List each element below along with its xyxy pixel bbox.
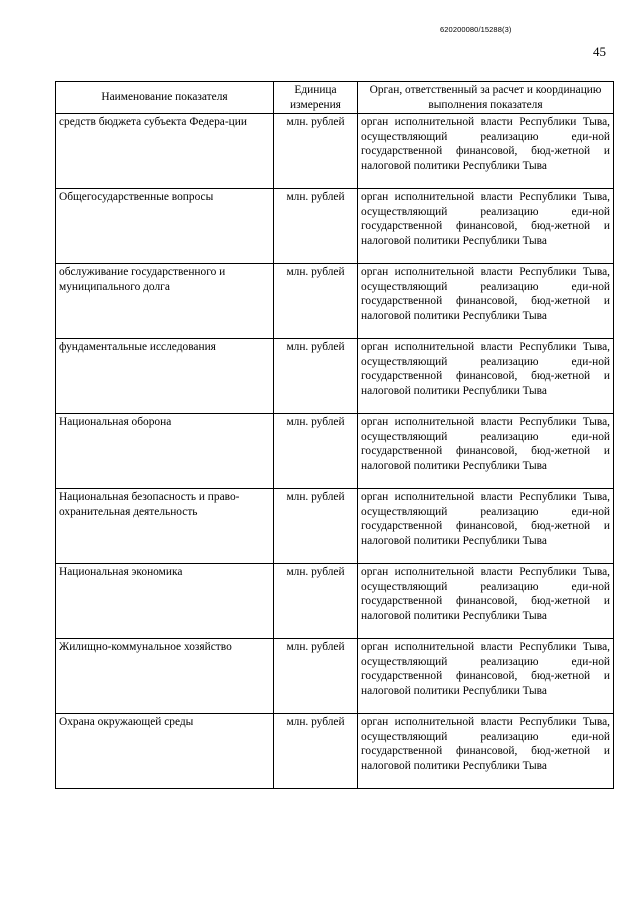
responsible-body-cell: орган исполнительной власти Республики Тыва, осуществляющий реализацию еди-ной государственной финансовой, бюд-жетной и налоговой политики Республики Тыва: [358, 714, 614, 789]
responsible-body-cell: орган исполнительной власти Республики Тыва, осуществляющий реализацию еди-ной государственной финансовой, бюд-жетной и налоговой политики Республики Тыва: [358, 414, 614, 489]
unit-cell: млн. рублей: [274, 564, 358, 639]
table-row: [56, 414, 614, 489]
table-row: [56, 639, 614, 714]
table-row: [56, 564, 614, 639]
unit-cell: млн. рублей: [274, 714, 358, 789]
unit-cell: млн. рублей: [274, 339, 358, 414]
unit-cell: млн. рублей: [274, 189, 358, 264]
unit-cell: млн. рублей: [274, 639, 358, 714]
indicator-name-cell: Жилищно-коммунальное хозяйство: [56, 639, 274, 714]
indicator-name-cell: Национальная экономика: [56, 564, 274, 639]
table-row: [56, 714, 614, 789]
unit-cell: млн. рублей: [274, 414, 358, 489]
table-row: [56, 264, 614, 339]
indicator-name-cell: Национальная оборона: [56, 414, 274, 489]
table-row: [56, 114, 614, 189]
unit-cell: млн. рублей: [274, 489, 358, 564]
unit-cell: млн. рублей: [274, 114, 358, 189]
responsible-body-cell: орган исполнительной власти Республики Тыва, осуществляющий реализацию еди-ной государственной финансовой, бюд-жетной и налоговой политики Республики Тыва: [358, 639, 614, 714]
column-header-responsible-body: Орган, ответственный за расчет и координацию выполнения показателя: [358, 82, 614, 114]
responsible-body-cell: орган исполнительной власти Республики Тыва, осуществляющий реализацию еди-ной государственной финансовой, бюд-жетной и налоговой политики Республики Тыва: [358, 489, 614, 564]
unit-cell: млн. рублей: [274, 264, 358, 339]
responsible-body-cell: орган исполнительной власти Республики Тыва, осуществляющий реализацию еди-ной государственной финансовой, бюд-жетной и налоговой политики Республики Тыва: [358, 564, 614, 639]
indicators-table: [55, 81, 614, 789]
indicator-name-cell: средств бюджета субъекта Федера-ции: [56, 114, 274, 189]
column-header-unit: Единица измерения: [274, 82, 358, 114]
document-code: 620200080/15288(3): [440, 25, 512, 34]
indicator-name-cell: Охрана окружающей среды: [56, 714, 274, 789]
table-row: [56, 189, 614, 264]
indicator-name-cell: фундаментальные исследования: [56, 339, 274, 414]
indicator-name-cell: Национальная безопасность и право-охранительная деятельность: [56, 489, 274, 564]
indicator-name-cell: обслуживание государственного и муниципального долга: [56, 264, 274, 339]
table-row: [56, 489, 614, 564]
responsible-body-cell: орган исполнительной власти Республики Тыва, осуществляющий реализацию еди-ной государственной финансовой, бюд-жетной и налоговой политики Республики Тыва: [358, 264, 614, 339]
responsible-body-cell: орган исполнительной власти Республики Тыва, осуществляющий реализацию еди-ной государственной финансовой, бюд-жетной и налоговой политики Республики Тыва: [358, 339, 614, 414]
table-row: [56, 339, 614, 414]
indicator-name-cell: Общегосударственные вопросы: [56, 189, 274, 264]
responsible-body-cell: орган исполнительной власти Республики Тыва, осуществляющий реализацию еди-ной государственной финансовой, бюд-жетной и налоговой политики Республики Тыва: [358, 114, 614, 189]
column-header-indicator-name: Наименование показателя: [56, 82, 274, 114]
responsible-body-cell: орган исполнительной власти Республики Тыва, осуществляющий реализацию еди-ной государственной финансовой, бюд-жетной и налоговой политики Республики Тыва: [358, 189, 614, 264]
page-number: 45: [593, 44, 606, 59]
table-header-row: [56, 82, 614, 114]
